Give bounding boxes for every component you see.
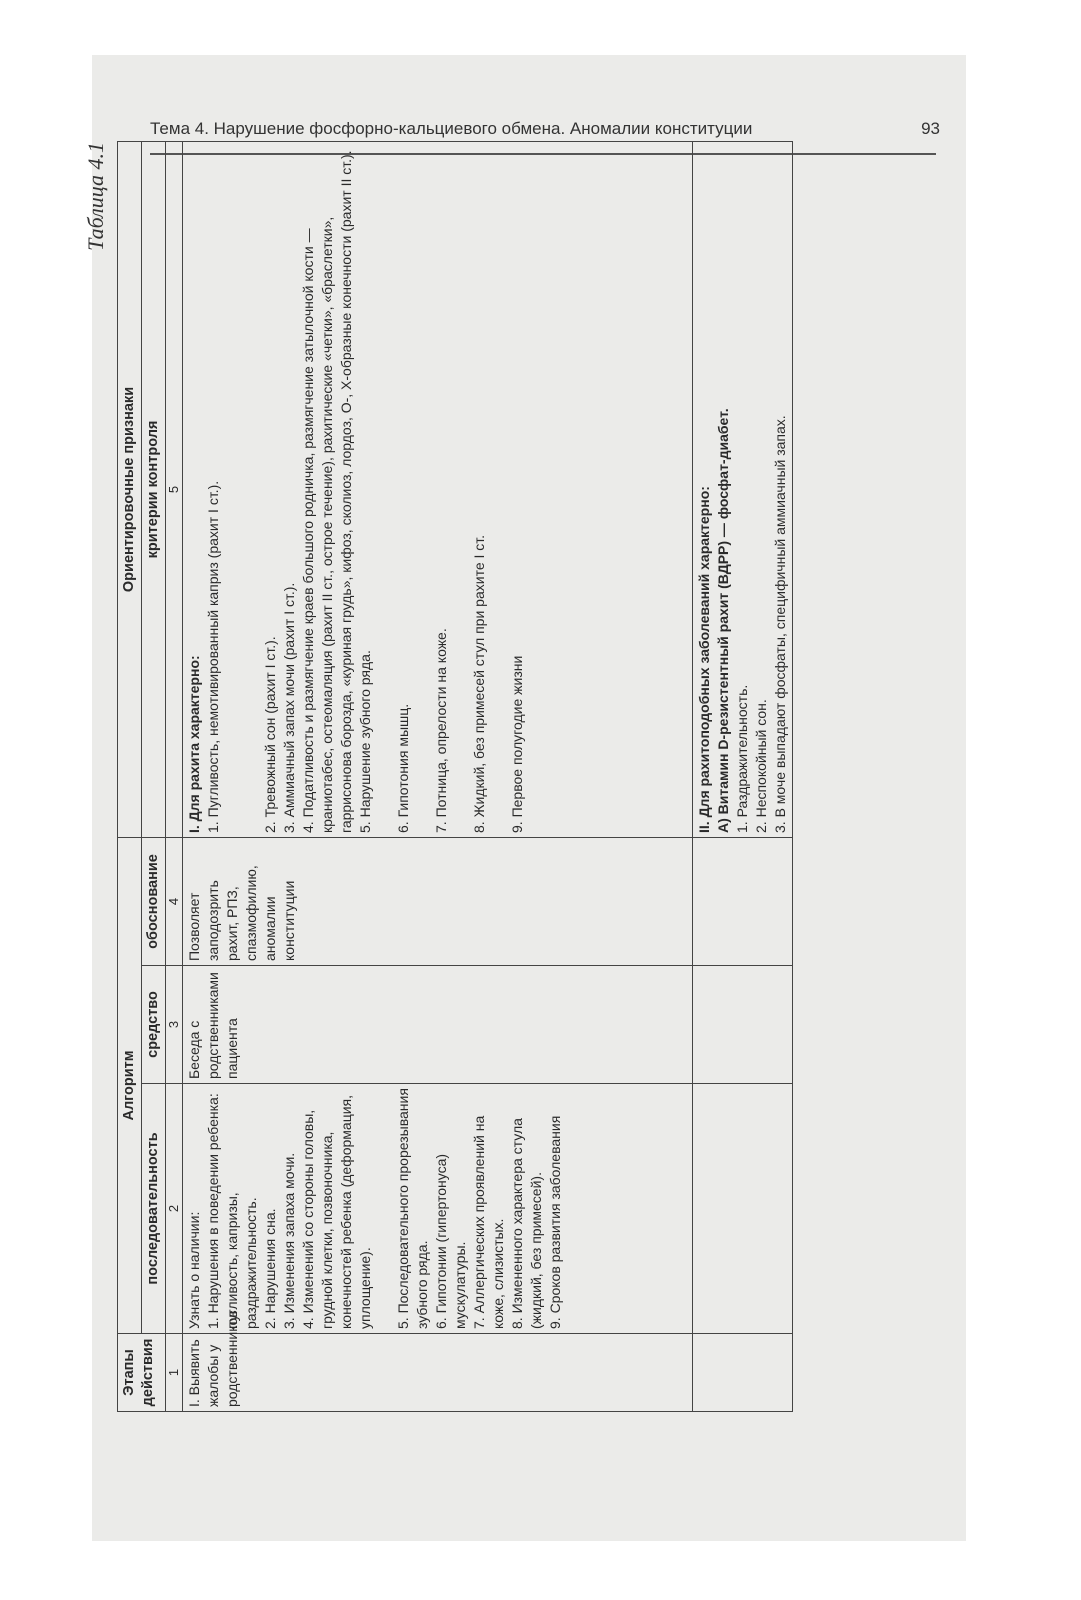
header-sequence: последовательность <box>142 1084 166 1334</box>
header-means: средство <box>142 966 166 1084</box>
col-number: 1 <box>166 1334 183 1412</box>
list-item: 3. Аммиачный запах мочи (рахит I ст.). <box>281 582 297 833</box>
empty-cell <box>693 837 793 965</box>
header-algorithm: Алгоритм <box>118 837 142 1333</box>
list-item: 7. Потница, опрелости на коже. <box>433 628 449 833</box>
list-item: 4. Изменений со стороны головы, грудной клетки, позвоночника, конечностей ребенка (деформация, уплощение). <box>300 1094 373 1329</box>
table-row <box>183 141 693 1411</box>
col-number: 5 <box>166 141 183 837</box>
list-item: Узнать о наличии: <box>186 1211 202 1329</box>
criteria-cell <box>183 141 693 837</box>
header-justification: обоснование <box>142 837 166 965</box>
justification-cell: Позволяет заподозрить рахит, РПЗ, спазмофилию, аномалии конституции <box>183 837 693 965</box>
empty-cell <box>693 966 793 1084</box>
col-number: 4 <box>166 837 183 965</box>
header-stages: Этапы действия <box>118 1334 166 1412</box>
list-item: 2. Неспокойный сон. <box>753 699 769 833</box>
table-row <box>693 141 793 1411</box>
table-caption: Таблица 4.1 <box>83 142 108 251</box>
list-item: 2. Нарушения сна. <box>262 1208 278 1329</box>
header-row-2 <box>142 141 166 1411</box>
criteria-title: I. Для рахита характерно: <box>186 655 202 833</box>
criteria-subtitle: А) Витамин D-резистентный рахит (ВДРР) — фосфат-диабет. <box>715 408 731 833</box>
list-item: 3. В моче выпадают фосфаты, специфичный аммиачный запах. <box>772 415 788 833</box>
list-item: 6. Гипотония мышц. <box>395 703 411 833</box>
criteria-cell <box>693 141 793 837</box>
header-orient: Ориентировочные признаки <box>118 141 142 837</box>
list-item: 1. Раздражительность. <box>734 684 750 833</box>
sequence-cell <box>183 1084 693 1334</box>
list-item: 8. Измененного характера стула (жидкий, без примесей). <box>509 1118 544 1329</box>
list-item: 1. Нарушения в поведении ребенка: пугливость, капризы, раздражительность. <box>205 1093 259 1329</box>
list-item: 5. Последовательного прорезывания зубного ряда. <box>395 1088 430 1329</box>
empty-cell <box>693 1334 793 1412</box>
col-number: 3 <box>166 966 183 1084</box>
algorithm-table <box>117 141 793 1412</box>
list-item: 4. Податливость и размягчение краев большого родничка, размягчение затылочной кости — краниотабес, остеомаляция (рахит II ст., острое течение), рахитические «четки», «браслетки», гаррисонова борозда, «куриная грудь», кифоз, сколиоз, лордоз, О-, Х-образные конечности (рахит II ст.). <box>300 150 354 833</box>
header-criteria: критерии контроля <box>142 141 166 837</box>
list-item: 9. Первое полугодие жизни <box>509 655 525 833</box>
header-row-1 <box>118 141 142 1411</box>
page-number: 93 <box>921 119 940 138</box>
empty-cell <box>693 1084 793 1334</box>
criteria-title: II. Для рахитоподобных заболеваний характерно: <box>696 486 712 833</box>
list-item: 8. Жидкий, без примесей стул при рахите I ст. <box>471 534 487 833</box>
rotated-table-area <box>83 142 788 1412</box>
list-item: 7. Аллергических проявлений на коже, слизистых. <box>471 1115 506 1329</box>
means-cell: Беседа с родственниками пациента <box>183 966 693 1084</box>
stage-cell: I. Выявить жалобы у родственников <box>183 1334 693 1412</box>
list-item: 1. Пугливость, немотивированный каприз (рахит I ст.). <box>205 480 221 833</box>
list-item: 5. Нарушение зубного ряда. <box>357 650 373 833</box>
col-number: 2 <box>166 1084 183 1334</box>
list-item: 3. Изменения запаха мочи. <box>281 1152 297 1329</box>
column-number-row <box>166 141 183 1411</box>
list-item: 6. Гипотонии (гипертонуса) мускулатуры. <box>433 1153 468 1329</box>
list-item: 2. Тревожный сон (рахит I ст.). <box>262 636 278 833</box>
running-head-title: Тема 4. Нарушение фосфорно-кальциевого обмена. Аномалии конституции <box>150 119 753 138</box>
list-item: 9. Сроков развития заболевания <box>547 1115 563 1329</box>
